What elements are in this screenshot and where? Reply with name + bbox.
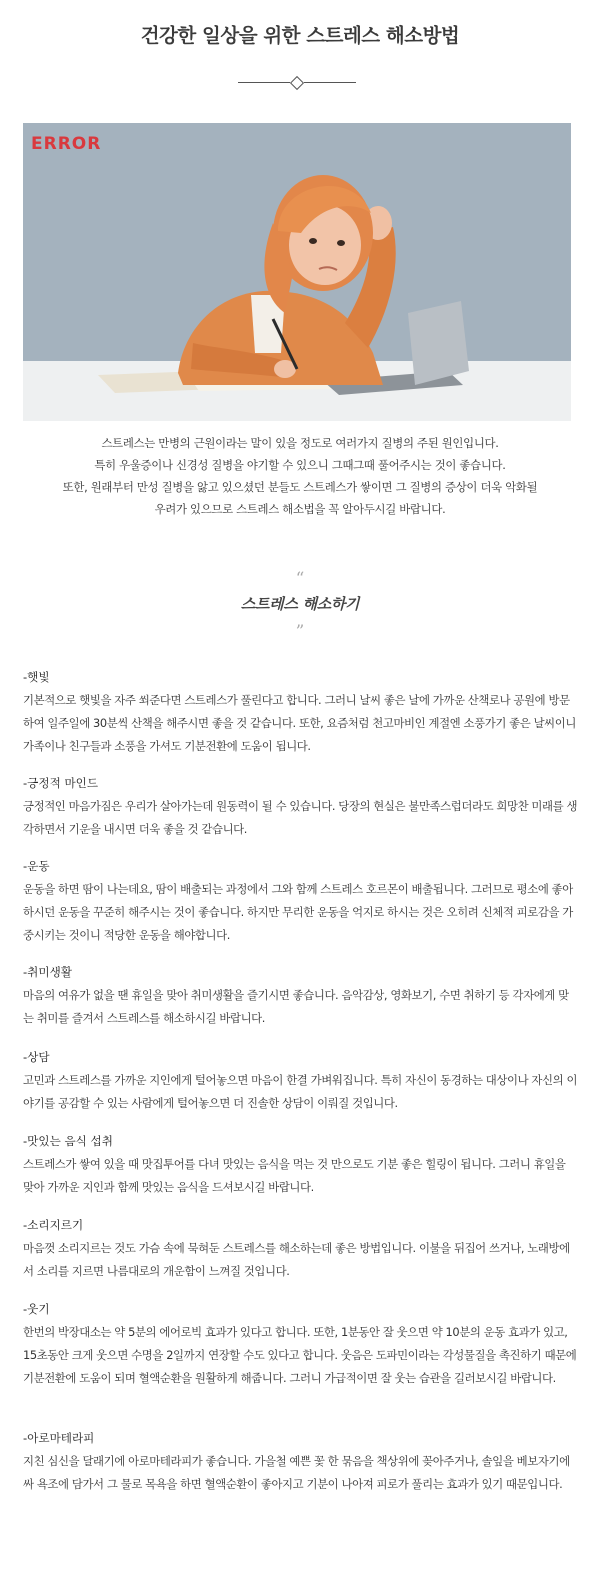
section-aromatherapy <box>23 1428 578 1496</box>
section-shouting <box>23 1215 578 1283</box>
section-body: 긍정적인 마음가짐은 우리가 살아가는데 원동력이 될 수 있습니다. 당장의 현실은 불만족스럽더라도 희망찬 미래를 생각하면서 기운을 내시면 더욱 좋을 것 같습니다. <box>23 799 578 836</box>
quote-open-icon: “ <box>295 569 305 589</box>
diamond-icon <box>290 76 304 90</box>
quote-close-icon: ” <box>295 622 305 642</box>
section-counseling <box>23 1047 578 1115</box>
intro-line: 특히 우울증이나 신경성 질병을 야기할 수 있으니 그때그때 풀어주시는 것이 좋습니다. <box>94 458 506 472</box>
section-title: -햇빛 <box>23 670 50 684</box>
title-divider <box>238 77 356 89</box>
intro-line: 또한, 원래부터 만성 질병을 앓고 있으셨던 분들도 스트레스가 쌓이면 그 질병의 증상이 더욱 악화될 <box>62 480 538 494</box>
section-positive-mind <box>23 773 578 841</box>
brand-logo: ERROR <box>31 134 102 154</box>
section-sunlight <box>23 667 578 758</box>
section-body: 기본적으로 햇빛을 자주 쐬준다면 스트레스가 풀린다고 합니다. 그러니 날씨 좋은 날에 가까운 산책로나 공원에 방문하여 일주일에 30분씩 산책을 해주시면 좋을 것 같습니다. 또한, 요즘처럼 천고마비인 계절엔 소풍가기 좋은 날씨이니 가족이나 친구들과 소풍을 가셔도 기분전환에 도움이 됩니다. <box>23 693 576 753</box>
section-hobby <box>23 962 578 1030</box>
intro-line: 스트레스는 만병의 근원이라는 말이 있을 정도로 여러가지 질병의 주된 원인입니다. <box>101 436 499 450</box>
intro-line: 우려가 있으므로 스트레스 해소법을 꼭 알아두시길 바랍니다. <box>154 502 446 516</box>
section-body: 지친 심신을 달래기에 아로마테라피가 좋습니다. 가을철 예쁜 꽃 한 묶음을 책상위에 꽂아주거나, 솔잎을 베보자기에 싸 욕조에 담가서 그 물로 목욕을 하면 혈액순환이 좋아지고 기분이 나아져 피로가 풀리는 효과가 있기 때문입니다. <box>23 1454 570 1491</box>
section-body: 운동을 하면 땀이 나는데요, 땀이 배출되는 과정에서 그와 함께 스트레스 호르몬이 배출됩니다. 그러므로 평소에 좋아하시던 운동을 꾸준히 해주시는 것이 좋습니다. 하지만 무리한 운동을 억지로 하시는 것은 오히려 신체적 피로감을 가중시키는 것이니 적당한 운동을 해야합니다. <box>23 882 573 942</box>
section-title: -아로마테라피 <box>23 1431 95 1445</box>
hero-illustration <box>23 123 571 421</box>
section-body: 한번의 박장대소는 약 5분의 에어로빅 효과가 있다고 합니다. 또한, 1분동안 잘 웃으면 약 10분의 운동 효과가 있고, 15초동안 크게 웃으면 수명을 2일까지 연장할 수도 있다고 합니다. 웃음은 도파민이라는 각성물질을 촉진하기 때문에 기분전환에 도움이 되며 혈액순환을 원활하게 해줍니다. 그러니 가급적이면 잘 웃는 습관을 길러보시길 바랍니다. <box>23 1325 577 1385</box>
section-body: 마음껏 소리지르는 것도 가슴 속에 묵혀둔 스트레스를 해소하는데 좋은 방법입니다. 이불을 뒤집어 쓰거나, 노래방에서 소리를 지르면 나름대로의 개운함이 느껴질 것입니다. <box>23 1241 570 1278</box>
page-title: 건강한 일상을 위한 스트레스 해소방법 <box>140 24 460 47</box>
section-title: -웃기 <box>23 1302 50 1316</box>
section-subtitle: 스트레스 해소하기 <box>240 595 360 613</box>
section-food <box>23 1131 578 1199</box>
section-title: -소리지르기 <box>23 1218 84 1232</box>
section-laughing <box>23 1299 578 1390</box>
section-body: 스트레스가 쌓여 있을 때 맛집투어를 다녀 맛있는 음식을 먹는 것 만으로도 기분 좋은 힐링이 됩니다. 그러니 휴일을 맞아 가까운 지인과 함께 맛있는 음식을 드셔보시길 바랍니다. <box>23 1157 566 1194</box>
section-title: -맛있는 음식 섭취 <box>23 1134 113 1148</box>
intro-text <box>30 432 570 520</box>
section-title: -운동 <box>23 859 50 873</box>
section-title: -취미생활 <box>23 965 72 979</box>
section-body: 마음의 여유가 없을 땐 휴일을 맞아 취미생활을 즐기시면 좋습니다. 음악감상, 영화보기, 수면 취하기 등 각자에게 맞는 취미를 즐겨서 스트레스를 해소하시길 바랍니다. <box>23 988 569 1025</box>
section-title: -상담 <box>23 1050 50 1064</box>
section-body: 고민과 스트레스를 가까운 지인에게 털어놓으면 마음이 한결 가벼워집니다. 특히 자신이 동경하는 대상이나 자신의 이야기를 공감할 수 있는 사람에게 털어놓으면 더 진솔한 상담이 이뤄질 것입니다. <box>23 1073 578 1110</box>
section-title: -긍정적 마인드 <box>23 776 99 790</box>
section-exercise <box>23 856 578 947</box>
